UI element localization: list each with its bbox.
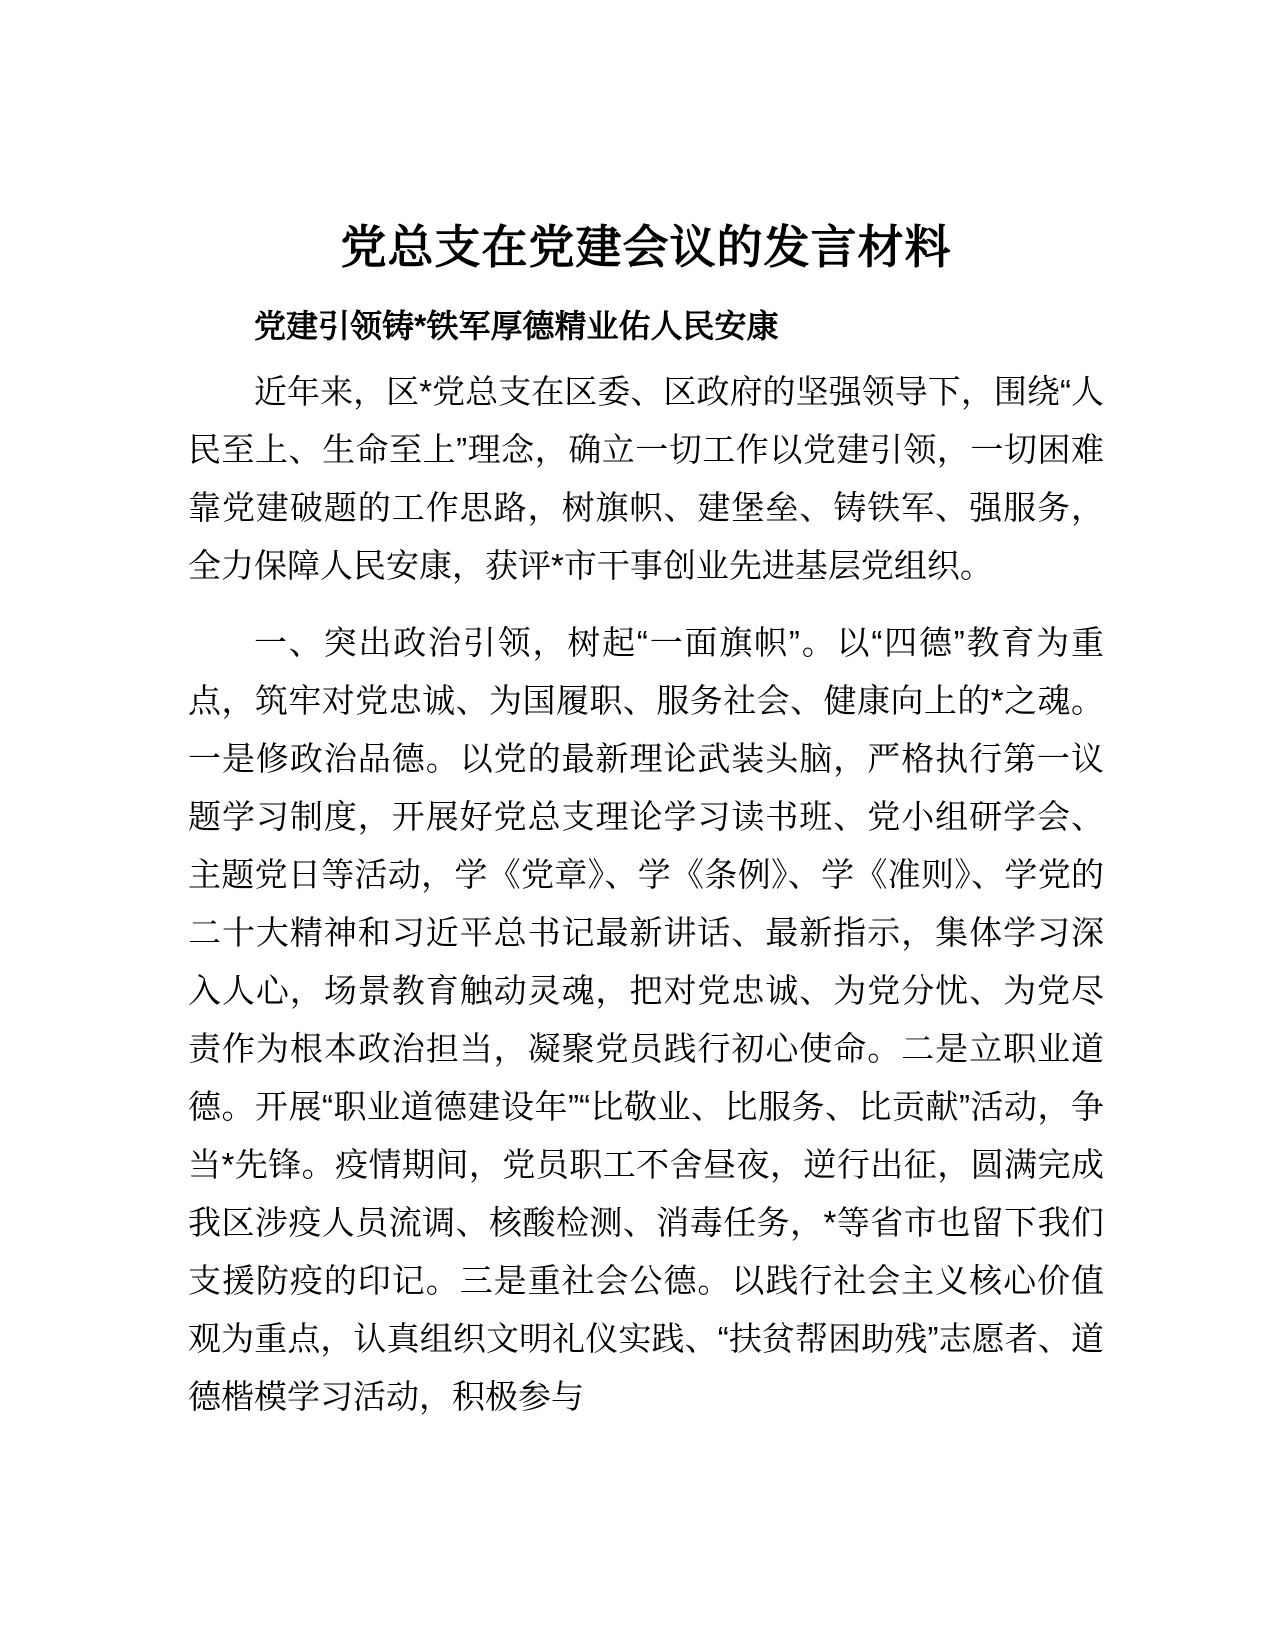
document-title: 党总支在党建会议的发言材料: [340, 221, 952, 273]
document-content: [188, 212, 1104, 1426]
body-paragraph-2: 一、突出政治引领，树起“一面旗帜”。以“四德”教育为重点，筑牢对党忠诚、为国履职、服务社会、健康向上的*之魂。一是修政治品德。以党的最新理论武装头脑，严格执行第一议题学习制度，开展好党总支理论学习读书班、党小组研学会、主题党日等活动，学《党章》、学《条例》、学《准则》、学党的二十大精神和习近平总书记最新讲话、最新指示，集体学习深入人心，场景教育触动灵魂，把对党忠诚、为党分忧、为党尽责作为根本政治担当，凝聚党员践行初心使命。二是立职业道德。开展“职业道德建设年”“比敬业、比服务、比贡献”活动，争当*先锋。疫情期间，党员职工不舍昼夜，逆行出征，圆满完成我区涉疫人员流调、核酸检测、消毒任务，*等省市也留下我们支援防疫的印记。三是重社会公德。以践行社会主义核心价值观为重点，认真组织文明礼仪实践、“扶贫帮困助残”志愿者、道德楷模学习活动，积极参与: [188, 624, 1104, 1415]
body-paragraph-1: 近年来，区*党总支在区委、区政府的坚强领导下，围绕“人民至上、生命至上”理念，确立一切工作以党建引领，一切困难靠党建破题的工作思路，树旗帜、建堡垒、铸铁军、强服务，全力保障人民安康，获评*市干事创业先进基层党组织。: [188, 373, 1104, 584]
document-subtitle: 党建引领铸*铁军厚德精业佑人民安康: [254, 308, 779, 344]
